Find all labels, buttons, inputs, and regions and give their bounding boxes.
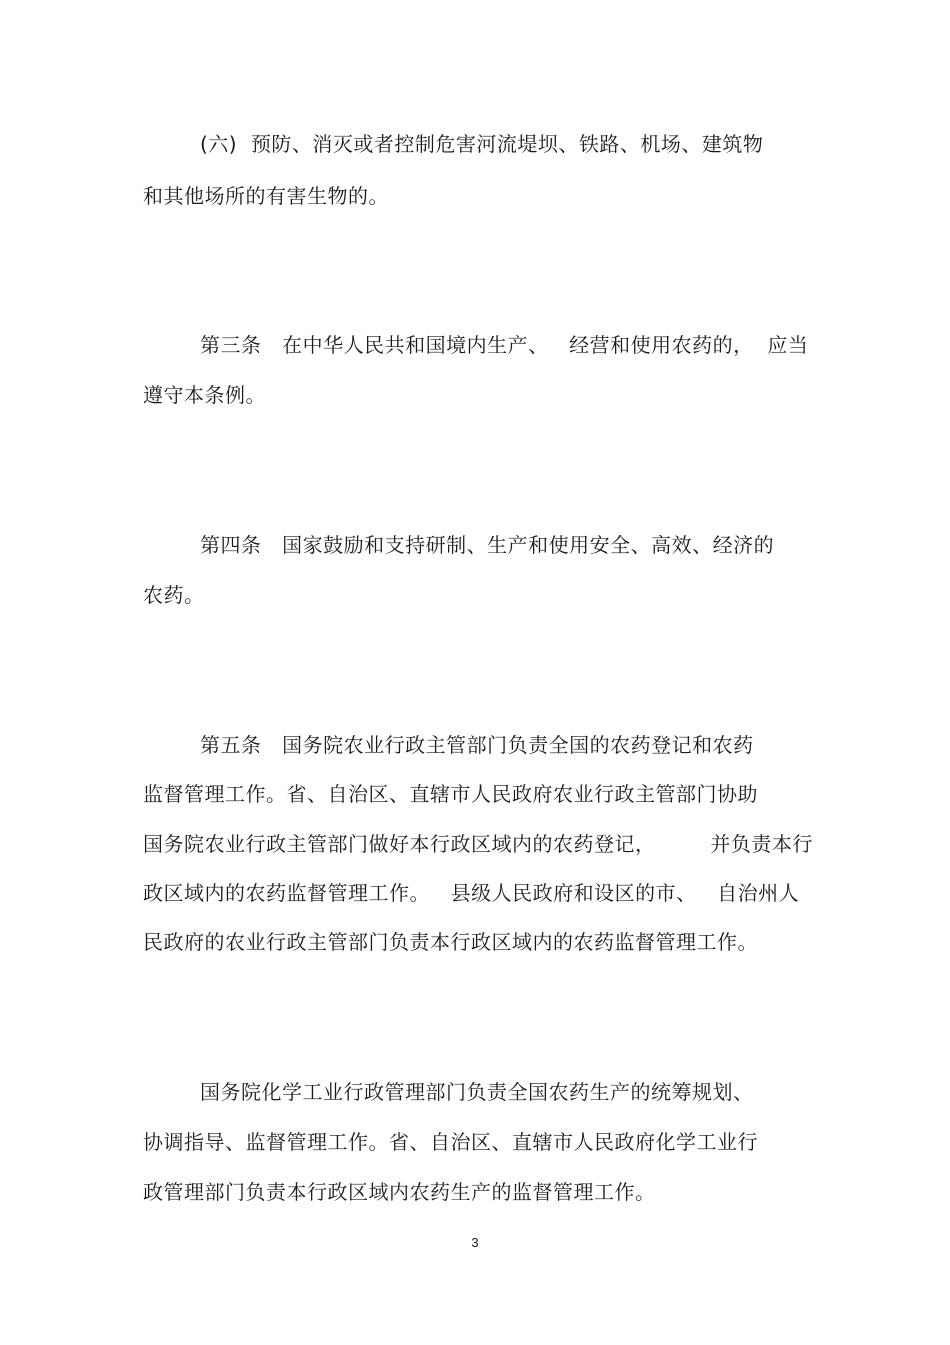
article-4-line-2: 农药。 bbox=[143, 583, 205, 607]
paragraph-item-6-line-2: 和其他场所的有害生物的。 bbox=[143, 184, 389, 208]
article-5-line-3: 国务院农业行政主管部门做好本行政区域内的农药登记， 并负责本行 bbox=[143, 832, 813, 856]
article-5-line-4: 政区域内的农药监督管理工作。 县级人民政府和设区的市、 自治州人 bbox=[143, 881, 800, 905]
article-3-line-1: 第三条 在中华人民共和国境内生产、 经营和使用农药的， 应当 bbox=[200, 333, 809, 357]
article-5-line-1: 第五条 国务院农业行政主管部门负责全国的农药登记和农药 bbox=[200, 733, 754, 757]
paragraph-item-6-line-1: (六) 预防、消灭或者控制危害河流堤坝、铁路、机场、建筑物 bbox=[200, 132, 764, 156]
article-5-line-2: 监督管理工作。省、自治区、直辖市人民政府农业行政主管部门协助 bbox=[143, 782, 758, 806]
article-3-line-2: 遵守本条例。 bbox=[143, 383, 266, 407]
article-4-line-1: 第四条 国家鼓励和支持研制、生产和使用安全、高效、经济的 bbox=[200, 533, 775, 557]
page-number: 3 bbox=[471, 1235, 479, 1250]
article-5-line-5: 民政府的农业行政主管部门负责本行政区域内的农药监督管理工作。 bbox=[143, 930, 758, 954]
paragraph-chemical-line-2: 协调指导、监督管理工作。省、自治区、直辖市人民政府化学工业行 bbox=[143, 1130, 758, 1154]
paragraph-chemical-line-1: 国务院化学工业行政管理部门负责全国农药生产的统筹规划、 bbox=[200, 1080, 754, 1104]
paragraph-chemical-line-3: 政管理部门负责本行政区域内农药生产的监督管理工作。 bbox=[143, 1180, 656, 1204]
